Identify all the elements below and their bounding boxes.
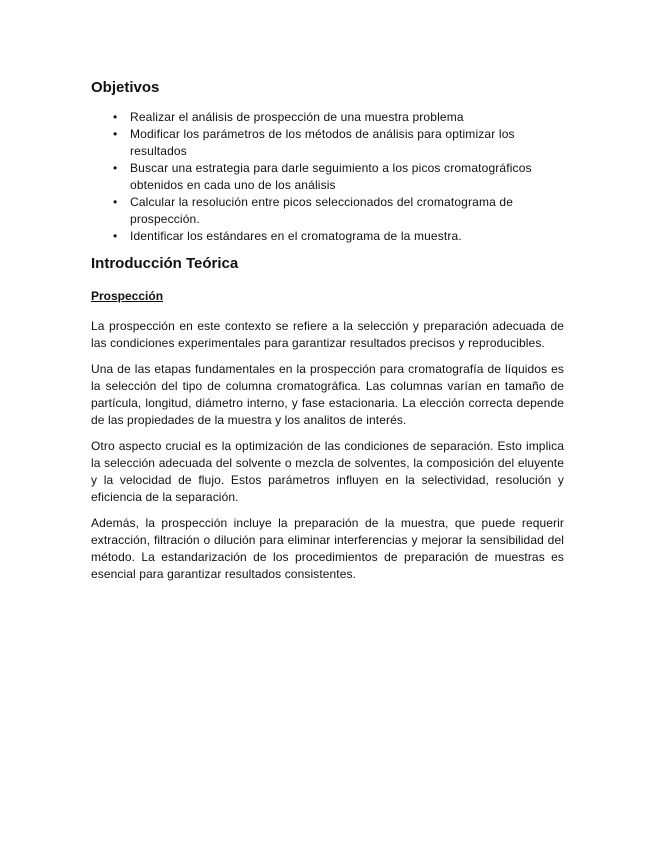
list-item [91, 228, 564, 245]
objective-text: Identificar los estándares en el cromatograma de la muestra. [130, 229, 462, 243]
list-item [91, 160, 564, 194]
introduction-heading: Introducción Teórica [91, 255, 239, 272]
bullet-icon: • [113, 195, 118, 209]
prospeccion-subheading: Prospección [91, 289, 164, 303]
objective-text: Modificar los parámetros de los métodos de análisis para optimizar los resultados [130, 127, 515, 158]
objective-text: Calcular la resolución entre picos seleccionados del cromatograma de prospección. [130, 195, 514, 226]
objective-text: Realizar el análisis de prospección de una muestra problema [130, 110, 464, 124]
objective-text: Buscar una estrategia para darle seguimiento a los picos cromatográficos obtenidos en cada uno de los análisis [130, 161, 532, 192]
list-item [91, 126, 564, 160]
paragraph: Además, la prospección incluye la preparación de la muestra, que puede requerir extracción, filtración o dilución para eliminar interferencias y mejorar la sensibilidad del método. La estandarización de los procedimientos de preparación de muestras es esencial para garantizar resultados consistentes. [91, 516, 564, 581]
bullet-icon: • [113, 110, 118, 124]
bullet-icon: • [113, 229, 118, 243]
paragraph: Una de las etapas fundamentales en la prospección para cromatografía de líquidos es la selección del tipo de columna cromatográfica. Las columnas varían en tamaño de partícula, longitud, diámetro interno, y fase estacionaria. La elección correcta depende de las propiedades de la muestra y los analitos de interés. [91, 362, 564, 427]
bullet-icon: • [113, 127, 118, 141]
paragraph: La prospección en este contexto se refiere a la selección y preparación adecuada de las condiciones experimentales para garantizar resultados precisos y reproducibles. [91, 319, 564, 350]
objectives-heading: Objetivos [91, 79, 160, 96]
bullet-icon: • [113, 161, 118, 175]
list-item [91, 109, 564, 126]
paragraph: Otro aspecto crucial es la optimización de las condiciones de separación. Esto implica la selección adecuada del solvente o mezcla de solventes, la composición del eluyente y la velocidad de flujo. Estos parámetros influyen en la selectividad, resolución y eficiencia de la separación. [91, 439, 564, 504]
list-item [91, 194, 564, 228]
objectives-list [91, 109, 564, 245]
document-page [91, 76, 564, 583]
